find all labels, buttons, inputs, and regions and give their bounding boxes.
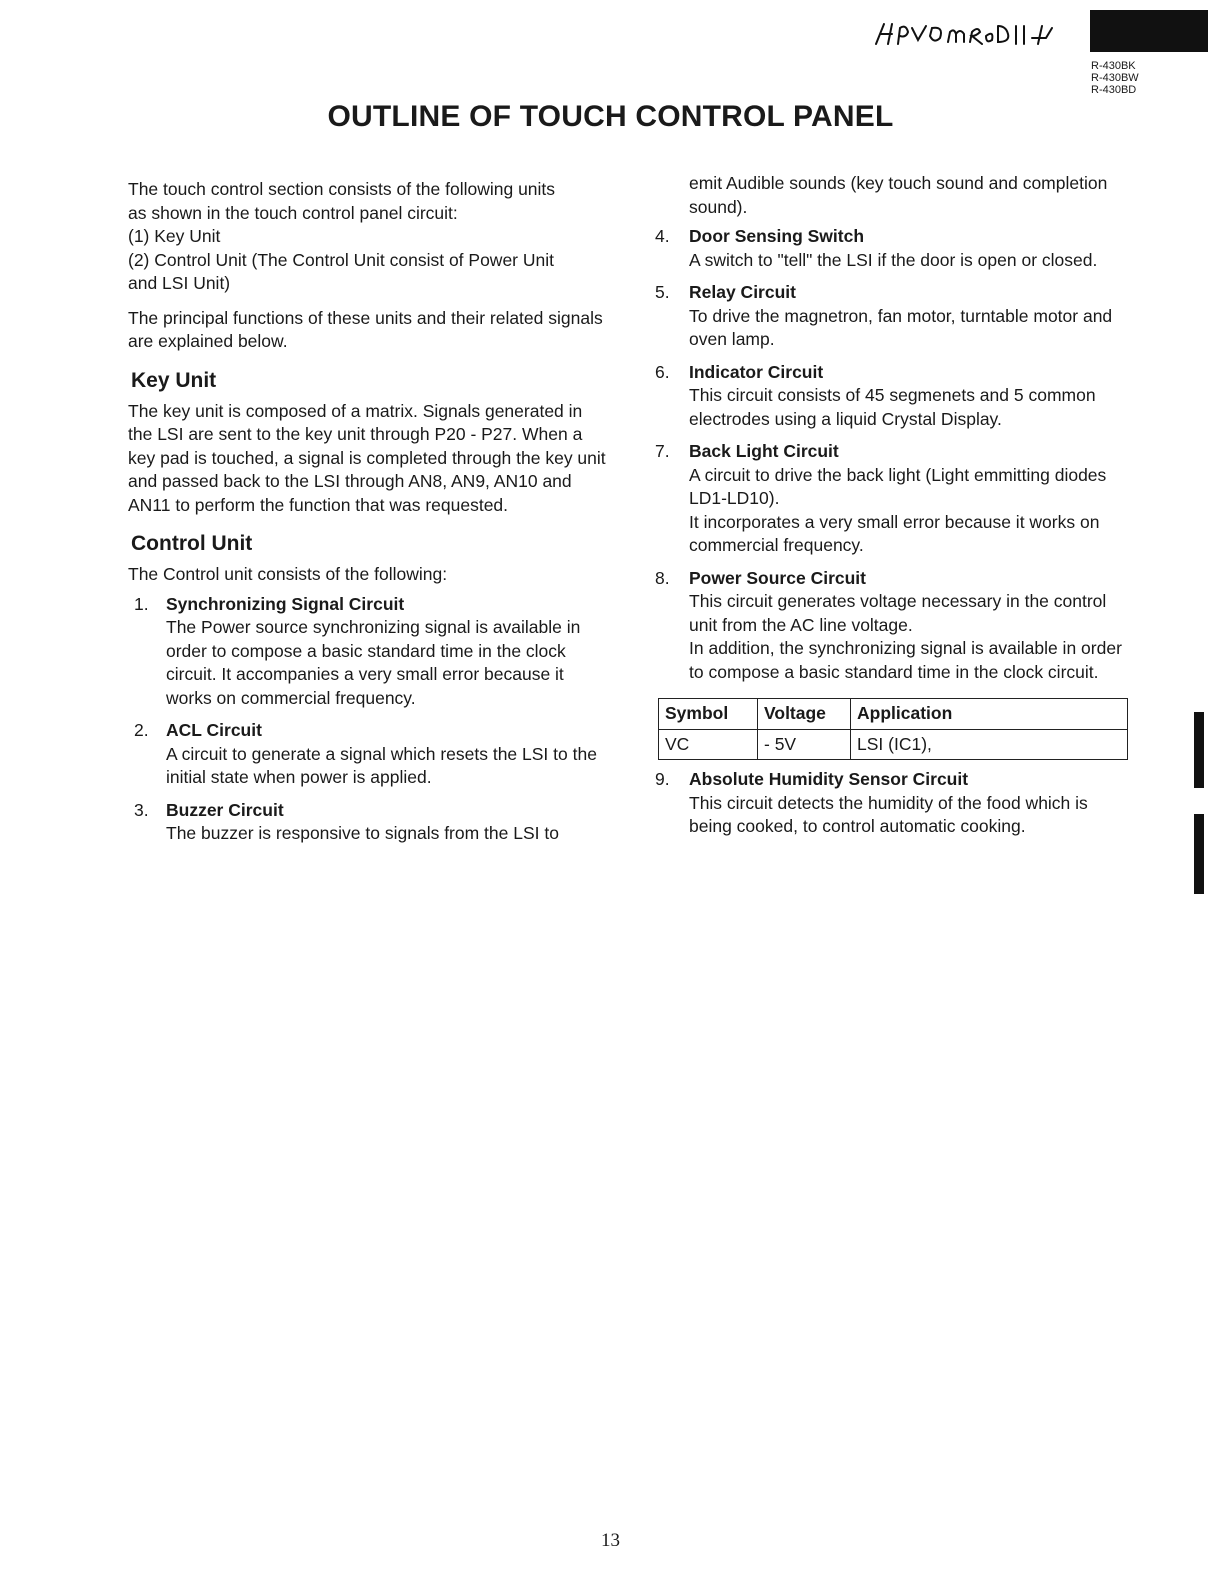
item-title: Power Source Circuit bbox=[689, 567, 866, 588]
section-heading-key-unit: Key Unit bbox=[131, 368, 217, 392]
left-column bbox=[128, 178, 610, 846]
item-text: The buzzer is responsive to signals from the LSI to bbox=[166, 823, 559, 843]
table-row bbox=[659, 729, 1128, 760]
table-header-cell: Voltage bbox=[758, 699, 851, 730]
item-text: This circuit consists of 45 segmenets and 5 common electrodes using a liquid Crystal Display. bbox=[689, 385, 1096, 429]
unit-list-item: and LSI Unit) bbox=[128, 273, 231, 293]
model-number: R-430BK bbox=[1091, 60, 1136, 72]
page-title: OUTLINE OF TOUCH CONTROL PANEL bbox=[327, 100, 894, 133]
list-item bbox=[655, 440, 1133, 558]
list-item bbox=[655, 281, 1133, 352]
list-item bbox=[655, 361, 1133, 432]
intro-paragraph: The principal functions of these units and their related signals are explained below. bbox=[128, 307, 603, 351]
item-title: Absolute Humidity Sensor Circuit bbox=[689, 769, 969, 789]
item-number: 1. bbox=[134, 593, 149, 614]
margin-tick-mark bbox=[1194, 712, 1204, 788]
table-cell: - 5V bbox=[758, 729, 851, 760]
item-title: Door Sensing Switch bbox=[689, 226, 865, 246]
buzzer-continued-text: emit Audible sounds (key touch sound and completion sound). bbox=[689, 173, 1108, 217]
power-source-table bbox=[658, 698, 1128, 760]
section-heading-control-unit: Control Unit bbox=[131, 532, 253, 555]
item-title: Buzzer Circuit bbox=[166, 799, 284, 820]
table-header-cell: Symbol bbox=[659, 699, 758, 730]
list-item bbox=[655, 225, 1133, 272]
item-title: Synchronizing Signal Circuit bbox=[166, 593, 405, 614]
list-item bbox=[655, 768, 1133, 839]
item-number: 7. bbox=[655, 441, 670, 461]
model-number: R-430BW bbox=[1091, 72, 1139, 84]
item-text: In addition, the synchronizing signal is available in order to compose a basic standard time in the clock circuit. bbox=[689, 638, 1122, 682]
intro-line: The touch control section consists of the following units bbox=[128, 179, 556, 199]
key-unit-text: The key unit is composed of a matrix. Signals generated in the LSI are sent to the key unit through P20 - P27. When a key pad is touched, a signal is completed through the key unit and passed back to the LSI through AN8, AN9, AN10 and AN11 to perform the function that was requested. bbox=[128, 400, 606, 515]
item-title: ACL Circuit bbox=[166, 720, 262, 740]
item-title: Back Light Circuit bbox=[689, 441, 839, 461]
black-tab-marker bbox=[1090, 10, 1208, 52]
item-text: To drive the magnetron, fan motor, turntable motor and oven lamp. bbox=[689, 305, 1113, 349]
table-cell: VC bbox=[659, 729, 758, 760]
item-number: 9. bbox=[655, 769, 670, 789]
item-number: 6. bbox=[655, 361, 670, 382]
right-column bbox=[655, 172, 1133, 839]
item-number: 8. bbox=[655, 567, 670, 588]
item-title: Indicator Circuit bbox=[689, 361, 824, 382]
item-text: This circuit detects the humidity of the food which is being cooked, to control automatic cooking. bbox=[689, 792, 1088, 836]
list-item bbox=[128, 593, 610, 711]
list-item bbox=[128, 719, 610, 790]
margin-tick-mark bbox=[1194, 814, 1204, 894]
list-item bbox=[655, 567, 1133, 685]
item-number: 4. bbox=[655, 226, 670, 246]
intro-line: as shown in the touch control panel circuit: bbox=[128, 202, 458, 223]
item-text: It incorporates a very small error because it works on commercial frequency. bbox=[689, 511, 1100, 555]
control-unit-intro: The Control unit consists of the following: bbox=[128, 564, 448, 584]
item-number: 2. bbox=[134, 720, 149, 740]
handwritten-note bbox=[870, 14, 1080, 54]
table-header-row bbox=[659, 699, 1128, 730]
item-number: 3. bbox=[134, 799, 149, 820]
table-header-cell: Application bbox=[851, 699, 1128, 730]
item-text: A circuit to drive the back light (Light emmitting diodes LD1-LD10). bbox=[689, 464, 1107, 508]
unit-list-item: (1) Key Unit bbox=[128, 226, 221, 246]
unit-list-item: (2) Control Unit (The Control Unit consist of Power Unit bbox=[128, 249, 554, 270]
page-number: 13 bbox=[601, 1530, 620, 1551]
item-text: The Power source synchronizing signal is available in order to compose a basic standard time in the clock circuit. It accompanies a very small error because it works on commercial frequency. bbox=[166, 617, 581, 708]
model-numbers bbox=[1091, 60, 1139, 96]
list-item bbox=[128, 799, 610, 846]
item-text: A switch to "tell" the LSI if the door is open or closed. bbox=[689, 249, 1098, 270]
item-number: 5. bbox=[655, 282, 670, 302]
model-number: R-430BD bbox=[1091, 84, 1137, 96]
item-text: This circuit generates voltage necessary in the control unit from the AC line voltage. bbox=[689, 591, 1107, 635]
item-text: A circuit to generate a signal which resets the LSI to the initial state when power is applied. bbox=[166, 743, 597, 787]
item-title: Relay Circuit bbox=[689, 282, 796, 302]
table-cell: LSI (IC1), bbox=[851, 729, 1128, 760]
